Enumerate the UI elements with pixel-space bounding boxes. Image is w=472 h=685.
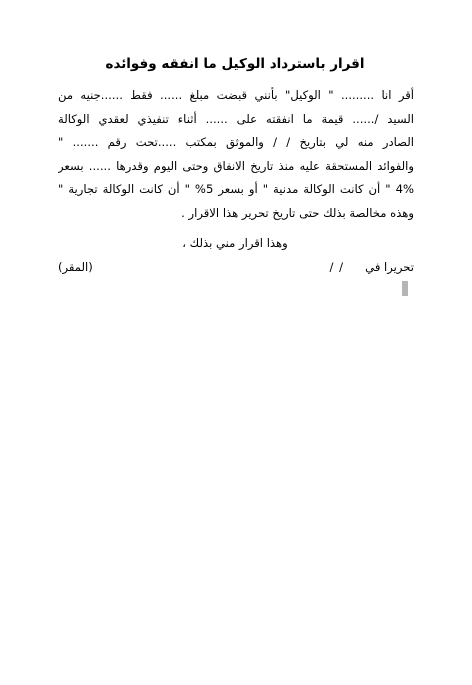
body-line-2: السيد /...... قيمة ما انفقته على ...... أثناء تنفيذي لعقدي الوكالة bbox=[58, 111, 414, 126]
date-placeholder: / / bbox=[329, 260, 344, 274]
body-line-6: وهذه مخالصة بذلك حتى تاريخ تحرير هذا الاقرار . bbox=[181, 205, 414, 220]
written-in-label: تحريرا في bbox=[365, 260, 414, 274]
text-cursor-marker bbox=[402, 281, 408, 296]
document-title: اقرار باسترداد الوكيل ما انفقه وفوائده bbox=[105, 56, 365, 72]
document-body bbox=[58, 84, 414, 226]
body-line-5: 4% " أن كانت الوكالة مدنية " أو بسعر 5% " أن كانت الوكالة تجارية " bbox=[58, 182, 414, 197]
body-line-1: أقر انا ......... " الوكيل" بأنني قبضت مبلغ ...... فقط ......جنيه من bbox=[58, 88, 414, 102]
place-placeholder: (المقر) bbox=[58, 260, 93, 274]
body-line-4: والفوائد المستحقة عليه منذ تاريخ الانفاق وحتى اليوم وقدرها ...... بسعر bbox=[58, 158, 414, 173]
body-line-3: الصادر منه لي بتاريخ / / والموثق بمكتب .....تحت رقم ....... " bbox=[58, 135, 414, 150]
closing-statement: وهذا اقرار مني بذلك ، bbox=[182, 236, 288, 250]
signature-line bbox=[58, 260, 414, 280]
